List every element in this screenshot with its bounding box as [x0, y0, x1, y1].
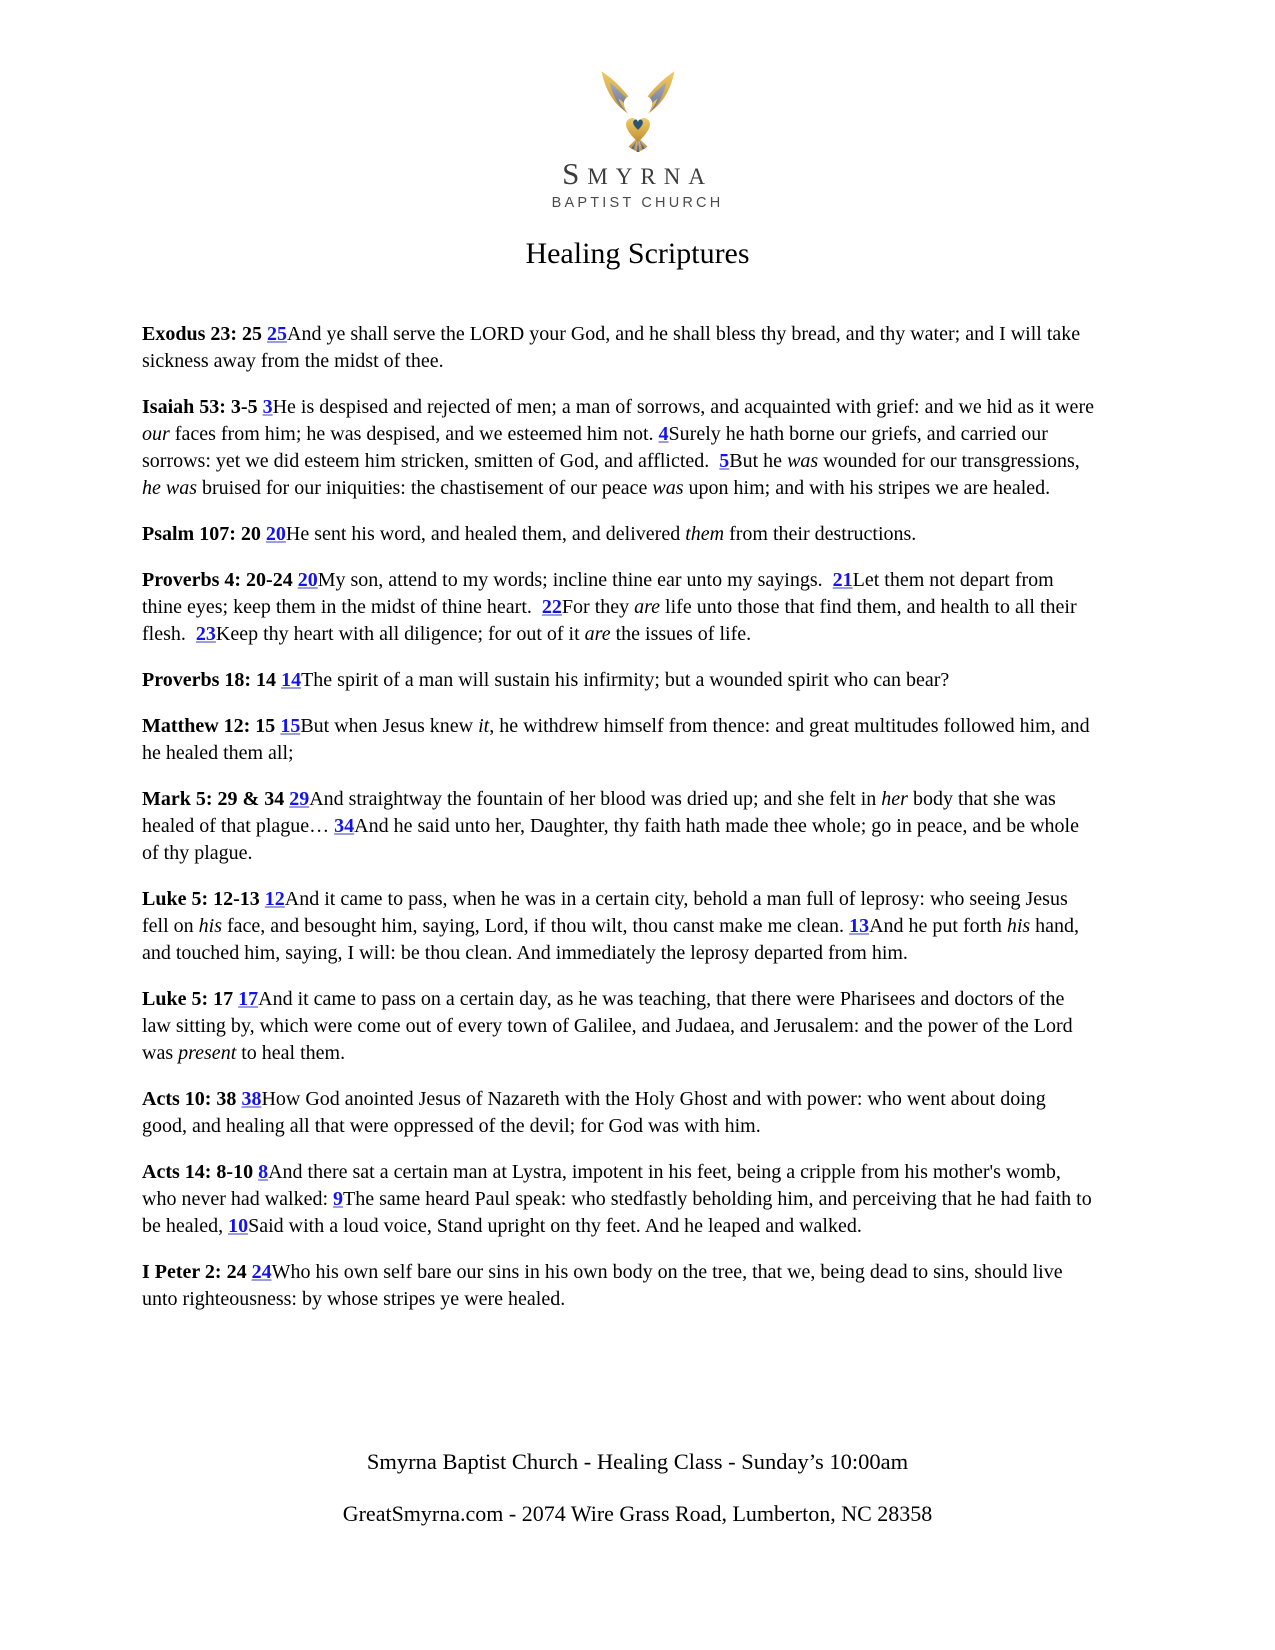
verse-text: How God anointed Jesus of Nazareth with the Holy Ghost and with power: who went about doing good, and healing all that were oppressed of the devil; for God was with him.: [142, 1088, 1051, 1137]
verse-text: hand, and touched him, saying, I will: be thou clean. And immediately the leprosy departed from him.: [142, 915, 1085, 964]
scripture-reference: Acts 10: 38: [142, 1088, 237, 1110]
scripture-paragraph: [142, 1259, 1094, 1313]
emphasized-word: are: [584, 623, 611, 645]
verse-text: He is despised and rejected of men; a man of sorrows, and acquainted with grief: and we hid as it were: [272, 396, 1099, 418]
scripture-paragraph: [142, 1086, 1094, 1140]
emphasized-word: are: [634, 596, 661, 618]
footer-address: GreatSmyrna.com - 2074 Wire Grass Road, Lumberton, NC 28358: [342, 1501, 933, 1526]
verse-text: upon him; and with his stripes we are healed.: [683, 477, 1051, 499]
verse-text: body that she was healed of that plague…: [142, 788, 1061, 837]
verse-number-link[interactable]: 4: [658, 423, 669, 445]
scripture-paragraph: [142, 394, 1099, 502]
dove-heart-logo-icon: [586, 64, 690, 154]
verse-text: wounded for our transgressions,: [818, 450, 1085, 472]
emphasized-word: was: [787, 450, 819, 472]
verse-number-link[interactable]: 10: [228, 1215, 249, 1237]
emphasized-word: his: [198, 915, 222, 937]
verse-text: And it came to pass on a certain day, as he was teaching, that there were Pharisees and doctors of the law sitting by, which were come out of every town of Galilee, and Judaea, and Jerusalem: and the power of the Lord was: [142, 988, 1078, 1064]
emphasized-word: he was: [142, 477, 197, 499]
verse-number-link[interactable]: 23: [195, 623, 216, 645]
scripture-reference: Matthew 12: 15: [142, 715, 276, 737]
verse-text: face, and besought him, saying, Lord, if thou wilt, thou canst make me clean.: [222, 915, 850, 937]
emphasized-word: present: [178, 1042, 237, 1064]
church-name-rest: MYRNA: [587, 164, 713, 189]
verse-text: from their destructions.: [724, 523, 917, 545]
verse-text: , he withdrew himself from thence: and great multitudes followed him, and he healed them all;: [142, 715, 1095, 764]
scripture-list: [142, 321, 1099, 1449]
verse-text: And it came to pass, when he was in a certain city, behold a man full of leprosy: who seeing Jesus fell on: [142, 888, 1073, 937]
verse-text: Let them not depart from thine eyes; keep them in the midst of thine heart.: [142, 569, 1059, 618]
verse-text: bruised for our iniquities: the chastisement of our peace: [197, 477, 653, 499]
verse-number-link[interactable]: 17: [238, 988, 259, 1010]
church-name-initial: S: [562, 156, 588, 191]
church-subtitle: BAPTIST CHURCH: [551, 195, 724, 211]
verse-number-link[interactable]: 38: [241, 1088, 262, 1110]
church-logo: [0, 0, 1275, 211]
verse-text: And he said unto her, Daughter, thy faith hath made thee whole; go in peace, and be whole of thy plague.: [142, 815, 1084, 864]
verse-number-link[interactable]: 22: [541, 596, 562, 618]
verse-number-link[interactable]: 14: [281, 669, 302, 691]
emphasized-word: her: [881, 788, 908, 810]
verse-number-link[interactable]: 20: [297, 569, 318, 591]
scripture-reference: Isaiah 53: 3-5: [142, 396, 258, 418]
verse-number-link[interactable]: 24: [251, 1261, 272, 1283]
scripture-paragraph: [142, 667, 1094, 694]
verse-number-link[interactable]: 3: [262, 396, 273, 418]
verse-number-link[interactable]: 5: [719, 450, 730, 472]
verse-number-link[interactable]: 25: [267, 323, 288, 345]
verse-text: life unto those that find them, and health to all their flesh.: [142, 596, 1082, 645]
verse-number-link[interactable]: 9: [333, 1188, 344, 1210]
scripture-paragraph: [142, 886, 1094, 967]
verse-text: The spirit of a man will sustain his infirmity; but a wounded spirit who can bear?: [301, 669, 950, 691]
verse-text: And straightway the fountain of her blood was dried up; and she felt in: [309, 788, 882, 810]
verse-text: And he put forth: [869, 915, 1007, 937]
scripture-reference: Mark 5: 29 & 34: [142, 788, 285, 810]
page-title: Healing Scriptures: [525, 237, 750, 270]
verse-text: Said with a loud voice, Stand upright on thy feet. And he leaped and walked.: [248, 1215, 862, 1237]
verse-text: But when Jesus knew: [300, 715, 479, 737]
verse-number-link[interactable]: 34: [334, 815, 355, 837]
verse-text: Keep thy heart with all diligence; for out of it: [215, 623, 585, 645]
scripture-reference: Exodus 23: 25: [142, 323, 263, 345]
verse-text: Who his own self bare our sins in his own body on the tree, that we, being dead to sins, should live unto righteousness: by whose stripes ye were healed.: [142, 1261, 1068, 1310]
verse-text: And there sat a certain man at Lystra, impotent in his feet, being a cripple from his mother's womb, who never had walked:: [142, 1161, 1066, 1210]
scripture-reference: Psalm 107: 20: [142, 523, 261, 545]
verse-text: He sent his word, and healed them, and delivered: [285, 523, 686, 545]
scripture-paragraph: [142, 521, 1094, 548]
scripture-paragraph: [142, 567, 1094, 648]
verse-text: The same heard Paul speak: who stedfastly beholding him, and perceiving that he had faith to be healed,: [142, 1188, 1097, 1237]
scripture-paragraph: [142, 986, 1094, 1067]
verse-text: And ye shall serve the LORD your God, and he shall bless thy bread, and thy water; and I will take sickness away from the midst of thee.: [142, 323, 1086, 372]
scripture-paragraph: [142, 713, 1094, 767]
verse-text: Surely he hath borne our griefs, and carried our sorrows: yet we did esteem him stricken, smitten of God, and afflicted.: [142, 423, 1053, 472]
scripture-paragraph: [142, 321, 1094, 375]
scripture-paragraph: [142, 786, 1094, 867]
emphasized-word: our: [142, 423, 170, 445]
verse-number-link[interactable]: 21: [832, 569, 853, 591]
verse-text: But he: [729, 450, 788, 472]
scripture-reference: Proverbs 4: 20-24: [142, 569, 293, 591]
scripture-paragraph: [142, 1159, 1097, 1240]
verse-text: For they: [561, 596, 635, 618]
emphasized-word: it: [478, 715, 490, 737]
scripture-reference: Luke 5: 17: [142, 988, 234, 1010]
footer-class-info: Smyrna Baptist Church - Healing Class - Sunday’s 10:00am: [366, 1449, 909, 1474]
emphasized-word: was: [652, 477, 684, 499]
verse-number-link[interactable]: 20: [265, 523, 286, 545]
verse-text: to heal them.: [236, 1042, 346, 1064]
verse-number-link[interactable]: 12: [264, 888, 285, 910]
verse-number-link[interactable]: 13: [849, 915, 870, 937]
emphasized-word: his: [1006, 915, 1031, 937]
scripture-reference: I Peter 2: 24: [142, 1261, 247, 1283]
scripture-reference: Acts 14: 8-10: [142, 1161, 254, 1183]
verse-text: faces from him; he was despised, and we esteemed him not.: [169, 423, 659, 445]
verse-number-link[interactable]: 29: [289, 788, 310, 810]
scripture-reference: Proverbs 18: 14: [142, 669, 277, 691]
scripture-reference: Luke 5: 12-13: [142, 888, 260, 910]
verse-number-link[interactable]: 15: [280, 715, 301, 737]
emphasized-word: them: [685, 523, 725, 545]
church-name: [0, 156, 1275, 192]
verse-text: the issues of life.: [610, 623, 752, 645]
verse-number-link[interactable]: 8: [258, 1161, 269, 1183]
verse-text: My son, attend to my words; incline thine ear unto my sayings.: [317, 569, 833, 591]
